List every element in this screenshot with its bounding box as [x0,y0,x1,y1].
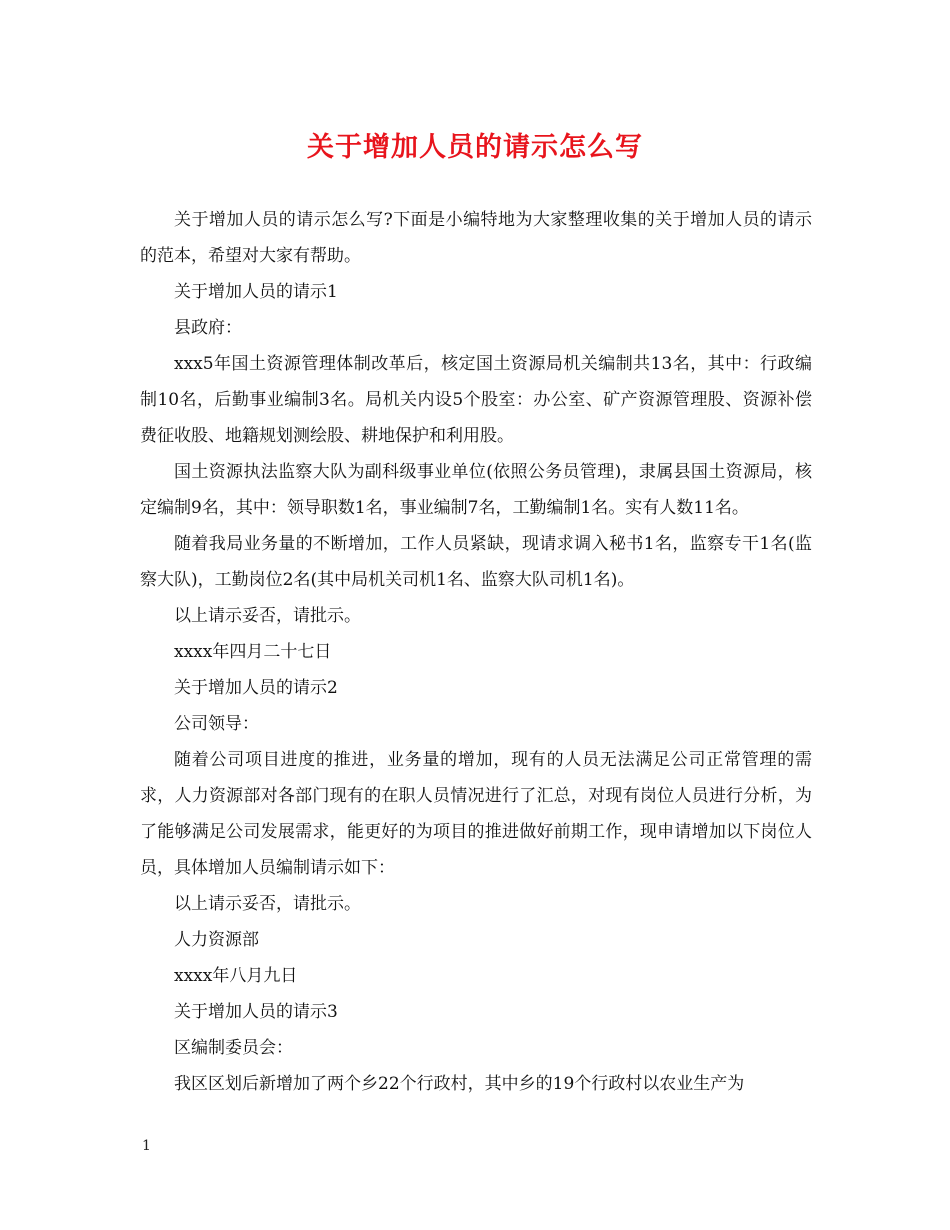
signature-hr-department: 人力资源部 [174,930,259,950]
paragraph-staff-request: 随着我局业务量的不断增加，工作人员紧缺，现请求调入秘书1名，监察专干1名(监察大队)，工勤岗位2名(其中局机关司机1名、监察大队司机1名)。 [140,534,812,590]
document-title: 关于增加人员的请示怎么写 [307,132,643,163]
document-body [140,202,812,1102]
salutation-company-leaders: 公司领导： [174,714,259,734]
paragraph-company-needs: 随着公司项目进度的推进，业务量的增加，现有的人员无法满足公司正常管理的需求，人力资源部对各部门现有的在职人员情况进行了汇总，对现有岗位人员进行分析，为了能够满足公司发展需求，能更好的为项目的推进做好前期工作，现申请增加以下岗位人员，具体增加人员编制请示如下： [140,750,812,878]
heading-request-2: 关于增加人员的请示2 [174,678,338,698]
heading-request-1: 关于增加人员的请示1 [174,282,338,302]
closing-request-2: 以上请示妥否，请批示。 [174,894,361,914]
paragraph-intro: 关于增加人员的请示怎么写?下面是小编特地为大家整理收集的关于增加人员的请示的范本，希望对大家有帮助。 [140,210,812,266]
salutation-county-government: 县政府： [174,318,242,338]
date-request-1: xxxx年四月二十七日 [174,642,332,662]
paragraph-inspection-brigade: 国土资源执法监察大队为副科级事业单位(依照公务员管理)，隶属县国土资源局，核定编制9名，其中：领导职数1名，事业编制7名，工勤编制1名。实有人数11名。 [140,462,812,518]
page-number: 1 [142,1138,151,1154]
paragraph-reform: xxx5年国土资源管理体制改革后，核定国土资源局机关编制共13名，其中：行政编制10名，后勤事业编制3名。局机关内设5个股室：办公室、矿产资源管理股、资源补偿费征收股、地籍规划测绘股、耕地保护和利用股。 [140,354,812,446]
date-request-2: xxxx年八月九日 [174,966,298,986]
closing-request-1: 以上请示妥否，请批示。 [174,606,361,626]
paragraph-district-villages: 我区区划后新增加了两个乡22个行政村，其中乡的19个行政村以农业生产为 [174,1074,745,1094]
salutation-district-committee: 区编制委员会： [174,1038,293,1058]
heading-request-3: 关于增加人员的请示3 [174,1002,338,1022]
